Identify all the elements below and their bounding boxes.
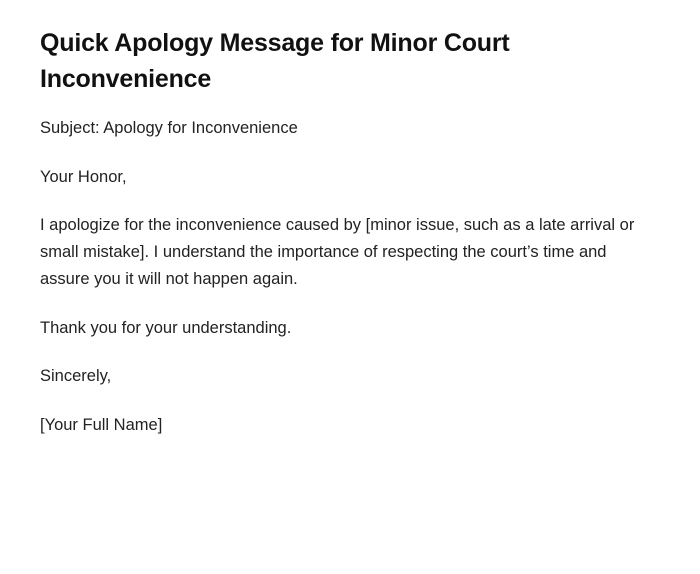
page-title: Quick Apology Message for Minor Court Inconvenience: [40, 29, 510, 93]
paragraph-closing: Sincerely,: [40, 367, 112, 386]
paragraph-subject: Subject: Apology for Inconvenience: [40, 119, 298, 137]
paragraph-apology: I apologize for the inconvenience caused by [minor issue, such as a late arrival or small mistake]. I understand the importance of respecting the court’s time and assure you it will not happen again.: [40, 216, 635, 288]
paragraph-thanks: Thank you for your understanding.: [40, 318, 292, 337]
paragraph-salutation: Your Honor,: [40, 167, 127, 186]
document-body: [40, 115, 660, 439]
paragraph-signature: [Your Full Name]: [40, 416, 163, 435]
